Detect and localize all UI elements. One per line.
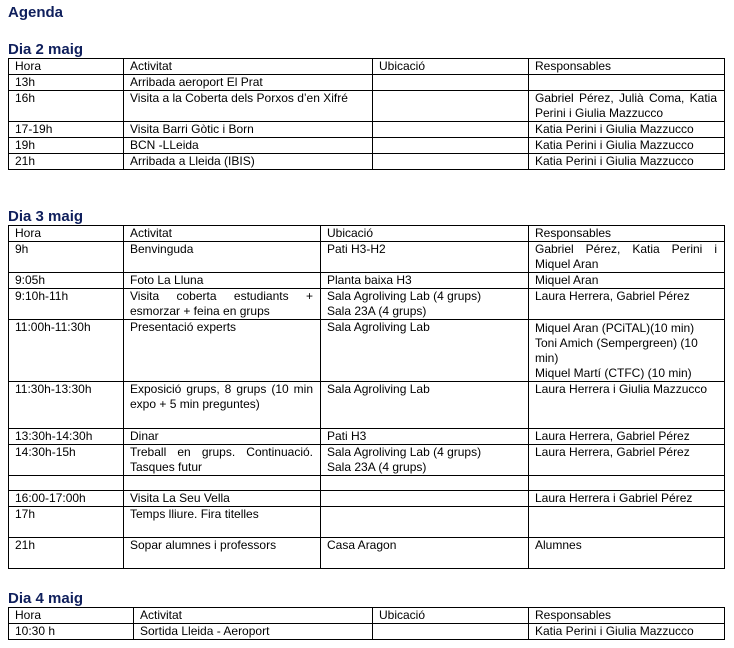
cell-ubicacio bbox=[373, 138, 529, 154]
cell-activitat: Benvinguda bbox=[124, 242, 321, 273]
page-title: Agenda bbox=[8, 4, 64, 21]
table-row bbox=[9, 91, 725, 122]
cell-responsables: Miquel Aran (PCiTAL)(10 min) Toni Amich (Sempergreen) (10 min) Miquel Martí (CTFC) (10 min) bbox=[529, 320, 725, 382]
cell-responsables: Katia Perini i Giulia Mazzucco bbox=[529, 624, 725, 640]
cell-activitat: Visita La Seu Vella bbox=[124, 491, 321, 507]
cell-hora: 11:30h-13:30h bbox=[9, 382, 124, 429]
day-2-heading: Dia 2 maig bbox=[8, 41, 84, 58]
table-row bbox=[9, 538, 725, 569]
table-header-row bbox=[9, 226, 725, 242]
table-row bbox=[9, 507, 725, 538]
cell-activitat: Visita coberta estudiants + esmorzar + feina en grups bbox=[124, 289, 321, 320]
table-row bbox=[9, 320, 725, 382]
cell-ubicacio bbox=[321, 476, 529, 491]
header-hora: Hora bbox=[9, 226, 124, 242]
cell-activitat: Arribada a Lleida (IBIS) bbox=[124, 154, 373, 170]
header-hora: Hora bbox=[9, 59, 124, 75]
cell-activitat: Presentació experts bbox=[124, 320, 321, 382]
header-activitat: Activitat bbox=[124, 59, 373, 75]
cell-responsables: Katia Perini i Giulia Mazzucco bbox=[529, 154, 725, 170]
cell-ubicacio: Casa Aragon bbox=[321, 538, 529, 569]
cell-activitat: BCN -LLeida bbox=[124, 138, 373, 154]
table-row bbox=[9, 75, 725, 91]
day-2-table bbox=[8, 58, 725, 170]
cell-ubicacio bbox=[373, 75, 529, 91]
cell-hora: 13h bbox=[9, 75, 124, 91]
table-row bbox=[9, 491, 725, 507]
header-ubicacio: Ubicació bbox=[373, 59, 529, 75]
cell-ubicacio: Pati H3 bbox=[321, 429, 529, 445]
cell-responsables bbox=[529, 476, 725, 491]
cell-responsables: Gabriel Pérez, Katia Perini i Miquel Aran bbox=[529, 242, 725, 273]
table-row bbox=[9, 154, 725, 170]
table-row bbox=[9, 273, 725, 289]
cell-ubicacio: Sala Agroliving Lab bbox=[321, 382, 529, 429]
cell-responsables: Laura Herrera, Gabriel Pérez bbox=[529, 289, 725, 320]
cell-activitat: Sopar alumnes i professors bbox=[124, 538, 321, 569]
cell-hora: 13:30h-14:30h bbox=[9, 429, 124, 445]
cell-responsables bbox=[529, 75, 725, 91]
cell-hora: 9h bbox=[9, 242, 124, 273]
table-row-empty bbox=[9, 476, 725, 491]
cell-activitat: Arribada aeroport El Prat bbox=[124, 75, 373, 91]
header-responsables: Responsables bbox=[529, 608, 725, 624]
cell-activitat: Temps lliure. Fira titelles bbox=[124, 507, 321, 538]
cell-hora: 10:30 h bbox=[9, 624, 134, 640]
cell-ubicacio: Sala Agroliving Lab bbox=[321, 320, 529, 382]
cell-activitat bbox=[124, 476, 321, 491]
cell-ubicacio bbox=[373, 154, 529, 170]
table-row bbox=[9, 242, 725, 273]
table-row bbox=[9, 445, 725, 476]
table-header-row bbox=[9, 608, 725, 624]
cell-ubicacio bbox=[373, 122, 529, 138]
cell-hora: 19h bbox=[9, 138, 124, 154]
cell-ubicacio bbox=[373, 624, 529, 640]
cell-responsables: Katia Perini i Giulia Mazzucco bbox=[529, 122, 725, 138]
cell-responsables: Alumnes bbox=[529, 538, 725, 569]
header-responsables: Responsables bbox=[529, 59, 725, 75]
cell-hora: 16:00-17:00h bbox=[9, 491, 124, 507]
cell-activitat: Exposició grups, 8 grups (10 min expo + 5 min preguntes) bbox=[124, 382, 321, 429]
cell-activitat: Foto La Lluna bbox=[124, 273, 321, 289]
header-ubicacio: Ubicació bbox=[373, 608, 529, 624]
cell-ubicacio: Sala Agroliving Lab (4 grups) Sala 23A (4 grups) bbox=[321, 445, 529, 476]
cell-hora: 21h bbox=[9, 538, 124, 569]
cell-responsables: Gabriel Pérez, Julià Coma, Katia Perini i Giulia Mazzucco bbox=[529, 91, 725, 122]
table-row bbox=[9, 429, 725, 445]
day-4-heading: Dia 4 maig bbox=[8, 590, 84, 607]
header-activitat: Activitat bbox=[124, 226, 321, 242]
cell-ubicacio bbox=[321, 491, 529, 507]
table-row bbox=[9, 624, 725, 640]
cell-responsables: Laura Herrera i Gabriel Pérez bbox=[529, 491, 725, 507]
table-row bbox=[9, 138, 725, 154]
table-row bbox=[9, 289, 725, 320]
cell-activitat: Sortida Lleida - Aeroport bbox=[134, 624, 373, 640]
header-hora: Hora bbox=[9, 608, 134, 624]
cell-ubicacio: Pati H3-H2 bbox=[321, 242, 529, 273]
cell-responsables: Miquel Aran bbox=[529, 273, 725, 289]
cell-responsables: Laura Herrera, Gabriel Pérez bbox=[529, 429, 725, 445]
cell-responsables: Katia Perini i Giulia Mazzucco bbox=[529, 138, 725, 154]
table-row bbox=[9, 122, 725, 138]
cell-hora: 17-19h bbox=[9, 122, 124, 138]
cell-hora bbox=[9, 476, 124, 491]
cell-ubicacio bbox=[321, 507, 529, 538]
header-activitat: Activitat bbox=[134, 608, 373, 624]
cell-hora: 11:00h-11:30h bbox=[9, 320, 124, 382]
cell-activitat: Treball en grups. Continuació. Tasques futur bbox=[124, 445, 321, 476]
day-3-table bbox=[8, 225, 725, 569]
table-header-row bbox=[9, 59, 725, 75]
cell-hora: 16h bbox=[9, 91, 124, 122]
cell-activitat: Visita a la Coberta dels Porxos d’en Xifré bbox=[124, 91, 373, 122]
cell-ubicacio: Sala Agroliving Lab (4 grups) Sala 23A (4 grups) bbox=[321, 289, 529, 320]
cell-activitat: Dinar bbox=[124, 429, 321, 445]
table-row bbox=[9, 382, 725, 429]
day-3-heading: Dia 3 maig bbox=[8, 208, 84, 225]
cell-activitat: Visita Barri Gòtic i Born bbox=[124, 122, 373, 138]
cell-hora: 9:10h-11h bbox=[9, 289, 124, 320]
cell-responsables bbox=[529, 507, 725, 538]
header-ubicacio: Ubicació bbox=[321, 226, 529, 242]
cell-responsables: Laura Herrera, Gabriel Pérez bbox=[529, 445, 725, 476]
cell-hora: 17h bbox=[9, 507, 124, 538]
cell-hora: 9:05h bbox=[9, 273, 124, 289]
day-4-table bbox=[8, 607, 725, 640]
cell-responsables: Laura Herrera i Giulia Mazzucco bbox=[529, 382, 725, 429]
cell-ubicacio bbox=[373, 91, 529, 122]
cell-ubicacio: Planta baixa H3 bbox=[321, 273, 529, 289]
cell-hora: 14:30h-15h bbox=[9, 445, 124, 476]
cell-hora: 21h bbox=[9, 154, 124, 170]
header-responsables: Responsables bbox=[529, 226, 725, 242]
